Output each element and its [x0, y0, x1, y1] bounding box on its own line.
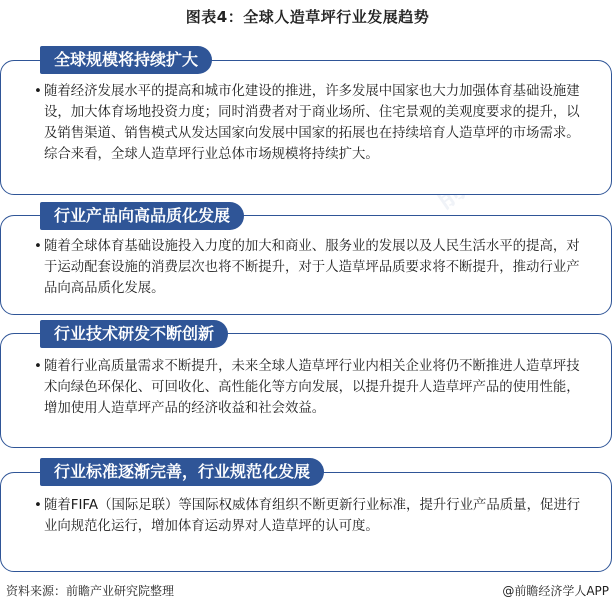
- section-body: 随着全球体育基础设施投入力度的加大和商业、服务业的发展以及人民生活水平的提高，对于运动配套设施的消费层次也将不断提升，对于人造草坪品质要求将不断提升，推动行业产品向高品质化发展。: [44, 239, 580, 296]
- section-text: [34, 236, 591, 299]
- bullet-icon: •: [34, 84, 42, 99]
- section-header: 行业技术研发不断创新: [40, 320, 228, 348]
- bullet-icon: •: [34, 498, 42, 513]
- source-note: 资料来源：前瞻产业研究院整理: [6, 584, 175, 598]
- section-body: 随着经济发展水平的提高和城市化建设的推进，许多发展中国家也大力加强体育基础设施建设，加大体育场地投资力度；同时消费者对于商业场所、住宅景观的美观度要求的提升，以及销售渠道、销售模式从发达国家向发展中国家的拓展也在持续培育人造草坪的市场需求。综合来看，全球人造草坪行业总体市场规模将持续扩大。: [44, 84, 580, 162]
- section-header: 全球规模将持续扩大: [40, 46, 212, 74]
- page-title: 图表4：全球人造草坪行业发展趋势: [185, 8, 430, 26]
- section-body: 随着FIFA（国际足联）等国际权威体育组织不断更新行业标准，提升行业产品质量，促进行业向规范化运行，增加体育运动界对人造草坪的认可度。: [44, 498, 581, 534]
- bullet-icon: •: [34, 359, 42, 374]
- section-header: 行业标准逐渐完善，行业规范化发展: [40, 458, 324, 486]
- section-header: 行业产品向高品质化发展: [40, 202, 244, 230]
- section-body: 随着行业高质量需求不断提升，未来全球人造草坪行业内相关企业将仍不断推进人造草坪技术向绿色环保化、可回收化、高性能化等方向发展，以提升提升人造草坪产品的使用性能，增加使用人造草坪产品的经济收益和社会效益。: [44, 359, 580, 416]
- bullet-icon: •: [34, 239, 42, 254]
- section-text: [34, 81, 591, 165]
- section-text: [34, 495, 591, 537]
- section-text: [34, 356, 591, 419]
- brand-credit: @前瞻经济学人APP: [502, 584, 609, 598]
